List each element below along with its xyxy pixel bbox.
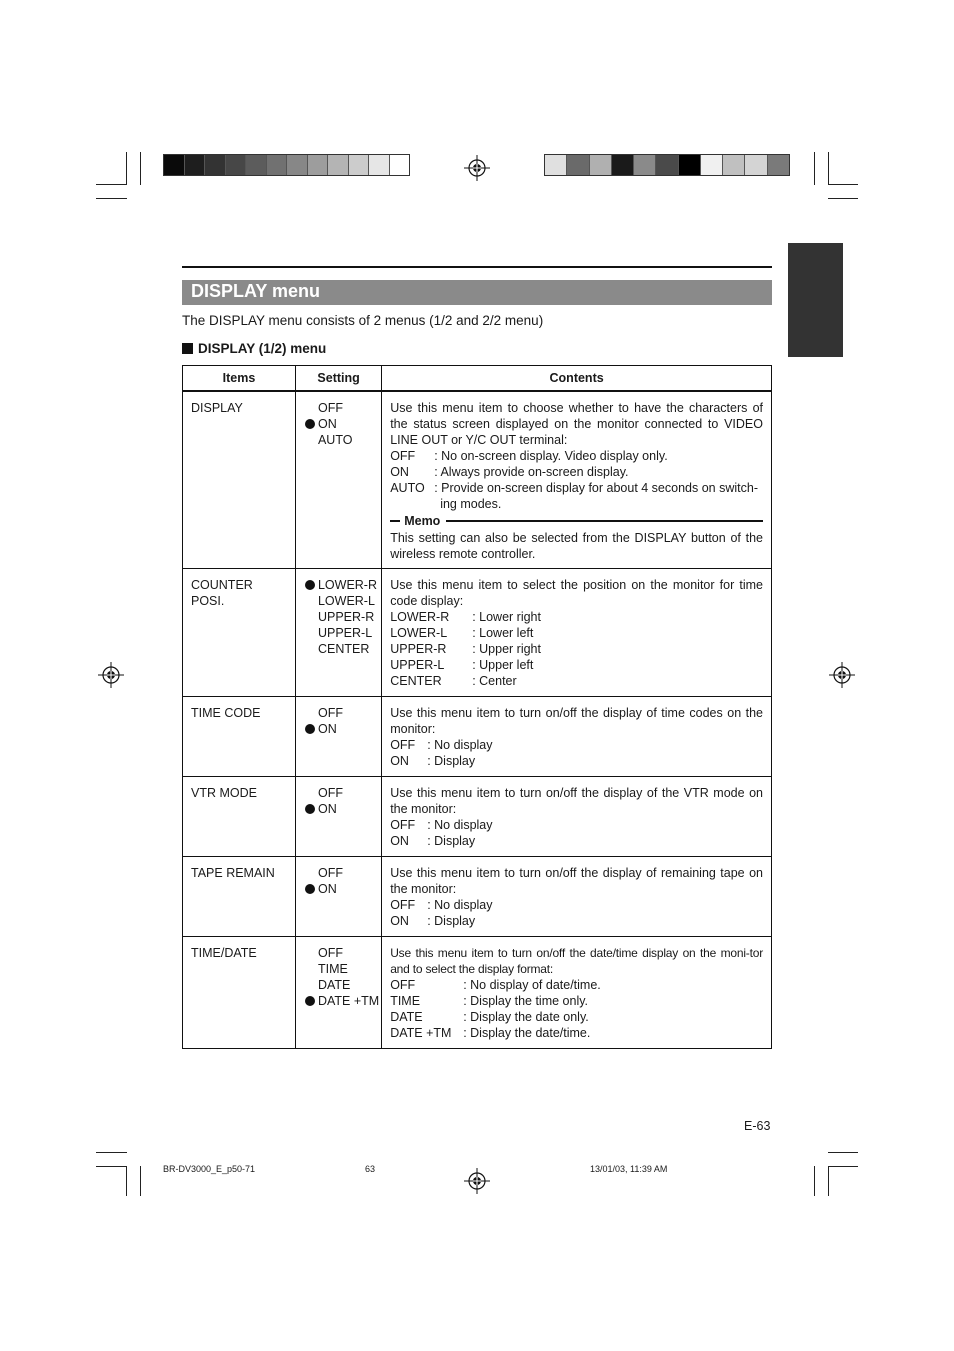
- value-line: [390, 833, 763, 849]
- setting-option-default: LOWER-R: [305, 577, 379, 593]
- value-line: [390, 641, 763, 657]
- value-key: UPPER-R: [390, 642, 447, 656]
- subsection-heading-label: DISPLAY (1/2) menu: [198, 341, 327, 356]
- crop-mark: [828, 1166, 829, 1196]
- value-desc: : Lower right: [472, 610, 541, 624]
- value-line: [390, 1025, 763, 1041]
- value-key: LOWER-L: [390, 626, 448, 640]
- setting-option-default: ON: [305, 801, 379, 817]
- color-swatch: [164, 155, 185, 175]
- menu-table: [182, 365, 772, 1049]
- value-key: OFF: [390, 449, 416, 463]
- crop-mark: [140, 152, 141, 185]
- value-desc: : Display: [427, 914, 476, 928]
- color-swatch: [287, 155, 308, 175]
- value-line: [390, 657, 763, 673]
- color-swatch: [369, 155, 390, 175]
- setting-options: [295, 697, 381, 777]
- setting-option: LOWER-L: [317, 594, 375, 608]
- value-line: [390, 913, 763, 929]
- value-key: OFF: [390, 738, 416, 752]
- crop-mark: [828, 198, 858, 199]
- value-desc: : Upper right: [472, 642, 541, 656]
- item-contents: [382, 937, 772, 1049]
- memo-label: Memo: [404, 514, 441, 528]
- column-header-contents: Contents: [382, 366, 772, 392]
- item-name: TAPE REMAIN: [183, 857, 296, 937]
- value-desc: : No display: [427, 818, 493, 832]
- color-swatch: [267, 155, 288, 175]
- item-contents: [382, 697, 772, 777]
- table-header-row: [183, 366, 772, 392]
- value-key: OFF: [390, 978, 416, 992]
- color-swatch: [656, 155, 678, 175]
- value-desc: : Display the date only.: [463, 1010, 589, 1024]
- setting-option: OFF: [317, 946, 343, 960]
- registration-mark-icon: [464, 155, 490, 181]
- intro-text: The DISPLAY menu consists of 2 menus (1/2 and 2/2 menu): [182, 313, 544, 328]
- setting-option: OFF: [317, 866, 343, 880]
- color-swatch: [205, 155, 226, 175]
- value-desc: : Center: [472, 674, 517, 688]
- item-name: DISPLAY: [183, 391, 296, 569]
- value-line: [390, 753, 763, 769]
- memo-dash-icon: [390, 520, 400, 522]
- column-header-setting: Setting: [295, 366, 381, 392]
- value-desc: : Display the time only.: [463, 994, 589, 1008]
- color-swatch: [328, 155, 349, 175]
- registration-mark-icon: [464, 1168, 490, 1194]
- item-description: Use this menu item to select the position on the monitor for time code display:: [390, 578, 763, 608]
- setting-option-default: ON: [305, 721, 379, 737]
- setting-option: UPPER-L: [317, 626, 373, 640]
- registration-mark-icon: [829, 662, 855, 688]
- crop-mark: [96, 1166, 127, 1167]
- color-swatch: [679, 155, 701, 175]
- setting-options: [295, 777, 381, 857]
- value-desc: : No display: [427, 738, 493, 752]
- setting-option: TIME: [317, 962, 348, 976]
- setting-option: OFF: [317, 786, 343, 800]
- item-description: Use this menu item to turn on/off the display of remaining tape on the monitor:: [390, 866, 763, 896]
- value-line: [390, 817, 763, 833]
- value-key: TIME: [390, 994, 421, 1008]
- crop-mark: [828, 1166, 858, 1167]
- crop-mark: [828, 152, 829, 185]
- value-key: ON: [390, 754, 409, 768]
- item-description: Use this menu item to turn on/off the display of the VTR mode on the monitor:: [390, 786, 763, 816]
- value-key: DATE: [390, 1010, 423, 1024]
- crop-mark: [126, 1166, 127, 1196]
- subsection-heading: [182, 341, 326, 356]
- value-desc: : Lower left: [472, 626, 534, 640]
- color-swatch: [768, 155, 789, 175]
- memo-rule: [446, 520, 763, 522]
- item-name: COUNTER POSI.: [183, 569, 296, 697]
- item-contents: [382, 391, 772, 569]
- crop-mark: [828, 184, 858, 185]
- value-desc: : Display: [427, 754, 476, 768]
- color-swatch: [545, 155, 567, 175]
- section-title-bar: [182, 280, 772, 305]
- color-swatch: [745, 155, 767, 175]
- setting-option-default: ON: [305, 881, 379, 897]
- color-swatch: [567, 155, 589, 175]
- value-line: [390, 897, 763, 913]
- value-key: ON: [390, 834, 409, 848]
- registration-mark-icon: [98, 662, 124, 688]
- value-desc: : Display the date/time.: [463, 1026, 591, 1040]
- setting-option: UPPER-R: [317, 610, 375, 624]
- setting-option-default: DATE +TM: [305, 993, 379, 1009]
- crop-mark: [96, 198, 127, 199]
- value-line: [390, 448, 763, 464]
- value-line: [390, 609, 763, 625]
- value-line: [390, 993, 763, 1009]
- crop-mark: [96, 184, 127, 185]
- table-row: [183, 937, 772, 1049]
- value-desc: : Always provide on-screen display.: [434, 465, 629, 479]
- crop-mark: [828, 1152, 858, 1153]
- item-description: Use this menu item to turn on/off the display of time codes on the monitor:: [390, 706, 763, 736]
- value-key: OFF: [390, 898, 416, 912]
- value-line: [390, 977, 763, 993]
- item-description: Use this menu item to turn on/off the date/time display on the moni-tor and to select the display format:: [390, 946, 763, 976]
- crop-mark: [814, 1166, 815, 1196]
- color-swatch: [226, 155, 247, 175]
- page-title: DISPLAY menu: [191, 281, 321, 301]
- value-desc: : Upper left: [472, 658, 534, 672]
- value-line: [390, 1009, 763, 1025]
- header-rule: [182, 266, 772, 268]
- color-swatch: [246, 155, 267, 175]
- setting-options: [295, 391, 381, 569]
- setting-options: [295, 569, 381, 697]
- color-swatch: [308, 155, 329, 175]
- value-key: DATE +TM: [390, 1026, 452, 1040]
- color-swatch: [612, 155, 634, 175]
- setting-option: OFF: [317, 706, 343, 720]
- memo-text: This setting can also be selected from the DISPLAY button of the wireless remote controller.: [390, 531, 763, 561]
- footer-file-name: BR-DV3000_E_p50-71: [163, 1164, 256, 1174]
- color-swatch: [701, 155, 723, 175]
- value-key: CENTER: [390, 674, 442, 688]
- footer-page: 63: [365, 1164, 376, 1174]
- value-line: [390, 625, 763, 641]
- value-key: OFF: [390, 818, 416, 832]
- value-line: [390, 737, 763, 753]
- footer-timestamp: 13/01/03, 11:39 AM: [590, 1164, 668, 1174]
- value-desc: : No display of date/time.: [463, 978, 601, 992]
- value-line: [390, 480, 763, 512]
- setting-option-default: ON: [305, 416, 379, 432]
- crop-mark: [814, 152, 815, 185]
- value-desc: : No display: [427, 898, 493, 912]
- value-desc: : Provide on-screen display for about 4 seconds on switch-ing modes.: [434, 481, 758, 511]
- color-swatch: [349, 155, 370, 175]
- value-desc: : No on-screen display. Video display only.: [434, 449, 668, 463]
- item-contents: [382, 569, 772, 697]
- value-key: UPPER-L: [390, 658, 445, 672]
- item-contents: [382, 777, 772, 857]
- value-key: ON: [390, 914, 409, 928]
- table-row: [183, 857, 772, 937]
- column-header-items: Items: [183, 366, 296, 392]
- color-swatch: [634, 155, 656, 175]
- item-name: TIME CODE: [183, 697, 296, 777]
- color-swatch: [723, 155, 745, 175]
- color-swatch: [185, 155, 206, 175]
- color-swatch-bar-right: [544, 154, 790, 176]
- item-name: VTR MODE: [183, 777, 296, 857]
- color-swatch: [390, 155, 410, 175]
- color-swatch-bar-left: [163, 154, 410, 176]
- setting-option: OFF: [317, 401, 343, 415]
- setting-option: AUTO: [317, 433, 353, 447]
- value-key: AUTO: [390, 481, 425, 495]
- setting-options: [295, 857, 381, 937]
- item-contents: [382, 857, 772, 937]
- value-key: ON: [390, 465, 409, 479]
- item-name: TIME/DATE: [183, 937, 296, 1049]
- crop-mark: [140, 1166, 141, 1196]
- crop-mark: [96, 1152, 127, 1153]
- value-line: [390, 673, 763, 689]
- table-row: [183, 697, 772, 777]
- setting-options: [295, 937, 381, 1049]
- memo-heading: [390, 513, 763, 529]
- section-side-tab: [788, 243, 843, 357]
- square-bullet-icon: [182, 343, 193, 354]
- crop-mark: [126, 152, 127, 185]
- value-desc: : Display: [427, 834, 476, 848]
- table-row: [183, 569, 772, 697]
- value-key: LOWER-R: [390, 610, 450, 624]
- color-swatch: [590, 155, 612, 175]
- table-row: [183, 777, 772, 857]
- setting-option: CENTER: [317, 642, 370, 656]
- page-number: E-63: [744, 1119, 771, 1133]
- item-description: Use this menu item to choose whether to have the characters of the status screen displayed on the monitor connected to VIDEO LINE OUT or Y/C OUT terminal:: [390, 401, 763, 447]
- value-line: [390, 464, 763, 480]
- table-row: [183, 391, 772, 569]
- setting-option: DATE: [317, 978, 351, 992]
